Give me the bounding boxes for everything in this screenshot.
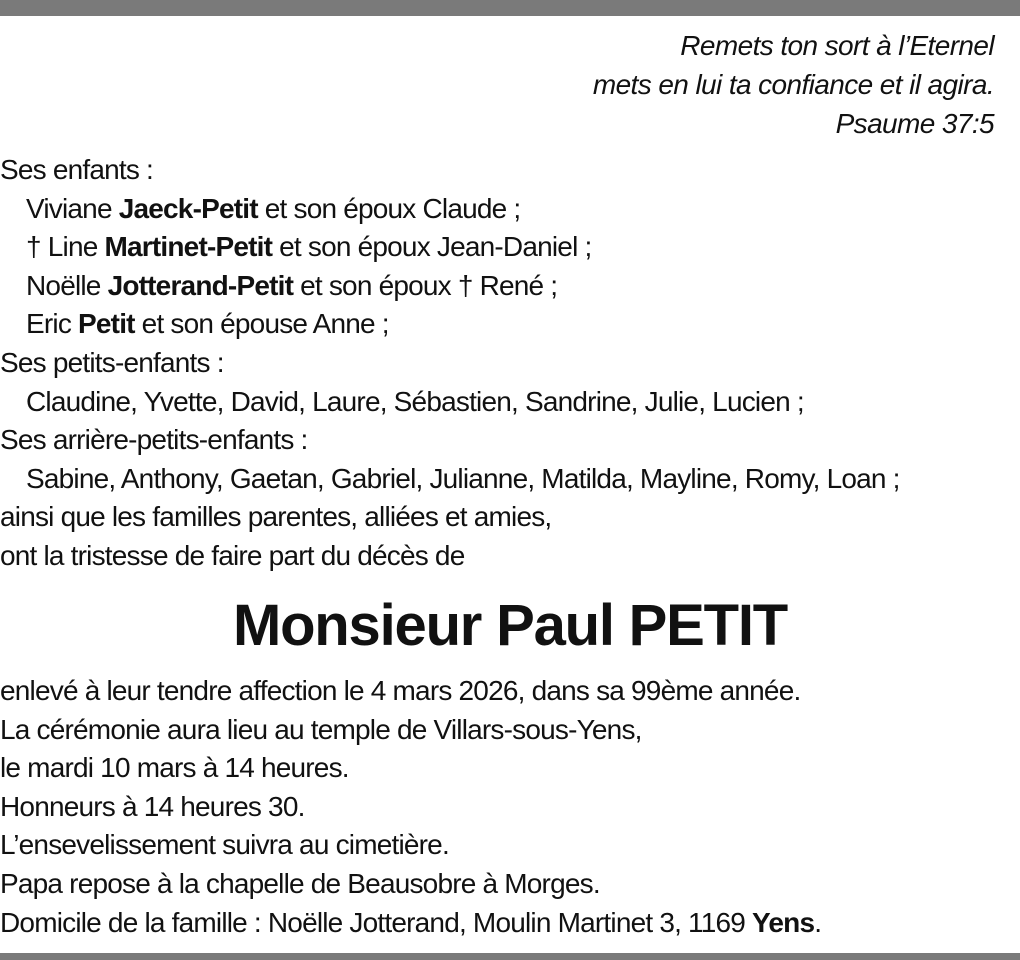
verse-line-2: mets en lui ta confiance et il agira.: [592, 69, 994, 100]
child-first-name: Noëlle: [26, 269, 108, 301]
child-spouse: et son époux Jean-Daniel ;: [272, 231, 592, 263]
ceremony-place: La cérémonie aura lieu au temple de Villars-sous-Yens,: [0, 713, 642, 745]
child-first-name: † Line: [26, 231, 105, 263]
family-domicile: [0, 904, 1020, 943]
verse-reference: Psaume 37:5: [835, 108, 994, 139]
child-spouse: et son époux † René ;: [293, 269, 558, 301]
child-entry: [0, 190, 1020, 229]
child-first-name: Viviane: [26, 192, 119, 224]
families-line: ainsi que les familles parentes, alliées et amies,: [0, 501, 552, 533]
children-heading: Ses enfants :: [0, 154, 154, 185]
child-entry: [0, 267, 1020, 306]
verse-line-1: Remets ton sort à l’Eternel: [680, 30, 994, 61]
deceased-name: Monsieur Paul PETIT: [232, 593, 788, 658]
top-border: [0, 0, 1020, 16]
ceremony-details: [0, 672, 1020, 942]
child-surname: Martinet-Petit: [104, 231, 273, 263]
death-notice: enlevé à leur tendre affection le 4 mars 2026, dans sa 99ème année.: [0, 675, 801, 706]
announcement-line: ont la tristesse de faire part du décès de: [0, 539, 465, 571]
great-grandchildren-names: Sabine, Anthony, Gaetan, Gabriel, Julianne, Matilda, Mayline, Romy, Loan ;: [26, 462, 900, 494]
child-surname: Petit: [78, 308, 135, 340]
bible-verse: [593, 26, 994, 143]
child-surname: Jaeck-Petit: [118, 192, 258, 224]
child-entry: [0, 228, 1020, 267]
grandchildren-names: Claudine, Yvette, David, Laure, Sébastien, Sandrine, Julie, Lucien ;: [26, 385, 804, 417]
domicile-town: Yens: [752, 906, 815, 938]
honours-time: Honneurs à 14 heures 30.: [0, 790, 305, 822]
child-first-name: Eric: [26, 308, 79, 340]
burial-note: L’ensevelissement suivra au cimetière.: [0, 829, 449, 861]
great-grandchildren-heading: Ses arrière-petits-enfants :: [0, 424, 308, 456]
family-list: [0, 151, 1020, 576]
grandchildren-heading: Ses petits-enfants :: [0, 346, 224, 378]
child-entry: [0, 305, 1020, 344]
bottom-border: [0, 953, 1020, 960]
domicile-address: Domicile de la famille : Noëlle Jotterand, Moulin Martinet 3, 1169: [0, 906, 753, 938]
child-surname: Jotterand-Petit: [107, 269, 294, 301]
domicile-end: .: [814, 906, 822, 938]
ceremony-time: le mardi 10 mars à 14 heures.: [0, 752, 349, 784]
child-spouse: et son époux Claude ;: [257, 192, 521, 224]
resting-place: Papa repose à la chapelle de Beausobre à Morges.: [0, 867, 600, 899]
child-spouse: et son épouse Anne ;: [134, 308, 389, 340]
